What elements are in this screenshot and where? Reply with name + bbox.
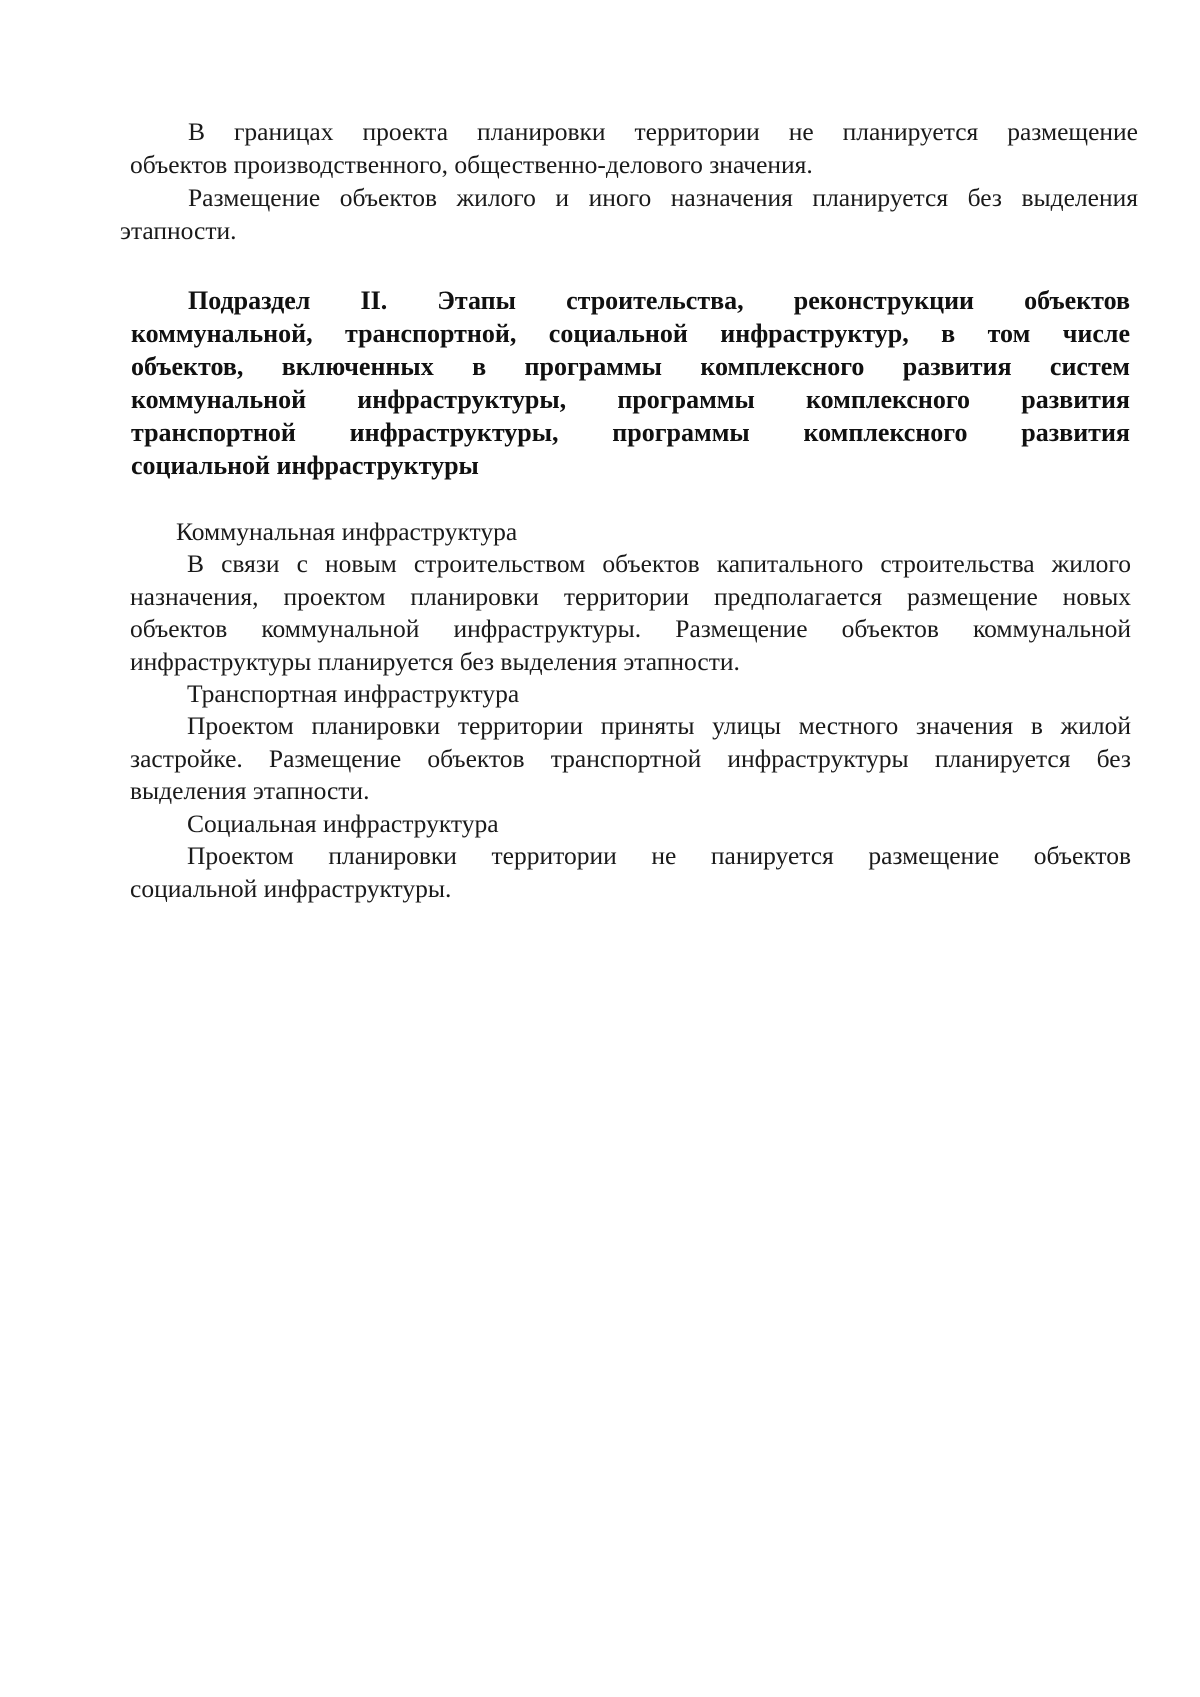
subsection-heading-line: Подраздел II. Этапы строительства, реконструкции объектов xyxy=(188,286,1130,315)
paragraph-line: Проектом планировки территории не панируется размещение объектов xyxy=(187,841,1131,870)
paragraph-line: назначения, проектом планировки территории предполагается размещение новых xyxy=(130,581,1131,611)
paragraph-no-production-objects xyxy=(130,116,1138,181)
social-infrastructure-heading: Социальная инфраструктура xyxy=(187,809,499,838)
paragraph-line: Размещение объектов жилого и иного назначения планируется без выделения xyxy=(188,183,1138,212)
paragraph-line: В границах проекта планировки территории не планируется размещение xyxy=(188,117,1138,146)
communal-infrastructure-heading: Коммунальная инфраструктура xyxy=(176,517,518,546)
paragraph-line: застройке. Размещение объектов транспортной инфраструктуры планируется без xyxy=(130,743,1131,773)
subsection-heading-line: коммунальной инфраструктуры, программы комплексного развития xyxy=(131,385,1130,414)
paragraph-line: объектов производственного, общественно-делового значения. xyxy=(130,149,813,179)
paragraph-transport-infrastructure xyxy=(130,710,1131,808)
paragraph-line: социальной инфраструктуры. xyxy=(130,873,452,903)
paragraph-line: инфраструктуры планируется без выделения этапности. xyxy=(130,646,740,676)
paragraph-line: этапности. xyxy=(120,215,237,245)
paragraph-line: В связи с новым строительством объектов капитального строительства жилого xyxy=(187,549,1131,578)
subsection-heading xyxy=(131,284,1130,482)
paragraph-no-staging xyxy=(120,182,1138,247)
paragraph-communal-infrastructure xyxy=(130,548,1131,678)
paragraph-line: Проектом планировки территории приняты улицы местного значения в жилой xyxy=(187,711,1131,740)
paragraph-social-infrastructure xyxy=(130,840,1131,905)
paragraph-line: выделения этапности. xyxy=(130,776,370,805)
transport-infrastructure-heading: Транспортная инфраструктура xyxy=(187,679,520,708)
subsection-heading-line: объектов, включенных в программы комплексного развития систем xyxy=(131,352,1130,381)
subsection-heading-line: коммунальной, транспортной, социальной инфраструктур, в том числе xyxy=(131,319,1130,348)
subsection-heading-line: транспортной инфраструктуры, программы комплексного развития xyxy=(131,418,1130,447)
subsection-heading-line: социальной инфраструктуры xyxy=(131,451,479,480)
paragraph-line: объектов коммунальной инфраструктуры. Размещение объектов коммунальной xyxy=(130,614,1131,643)
